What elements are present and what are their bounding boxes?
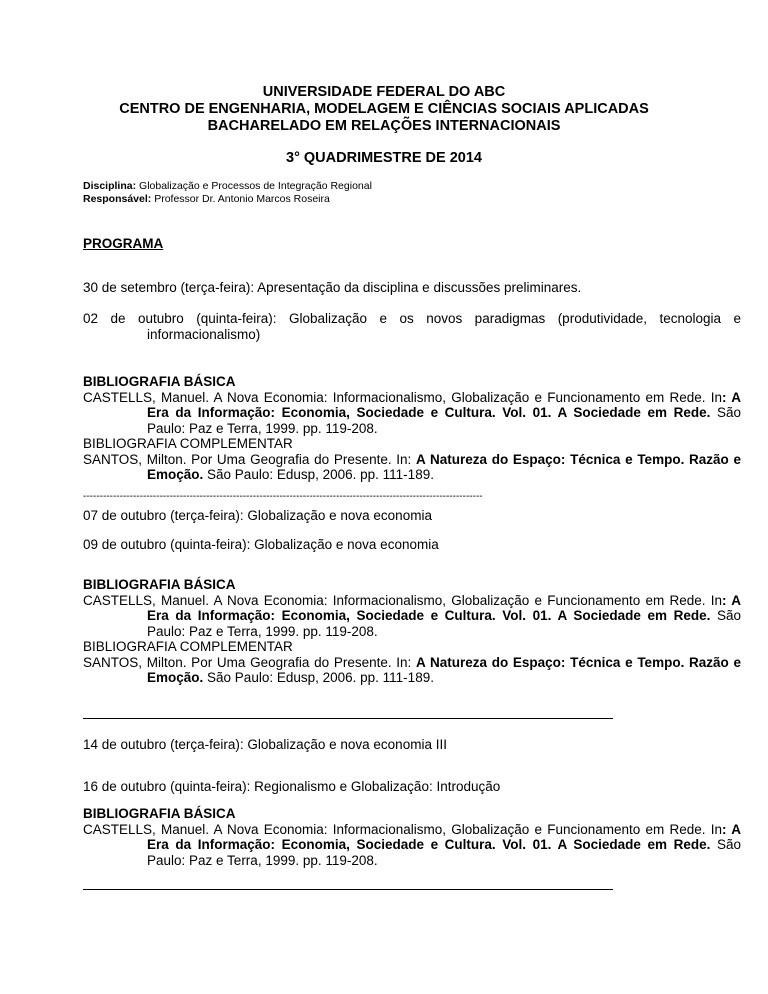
document-header — [0, 84, 768, 135]
bib-castells-entry: CASTELLS, Manuel. A Nova Economia: Informacionalismo, Globalização e Funcionamento em Rede. In: A Era da Informação: Economia, Sociedade e Cultura. Vol. 01. A Sociedade em Rede. São Paulo: Paz e Terra, 1999. pp. 119-208. — [83, 592, 741, 639]
discipline-line — [83, 180, 372, 193]
discipline-label: Disciplina: — [83, 180, 137, 192]
bib-castells-entry: CASTELLS, Manuel. A Nova Economia: Informacionalismo, Globalização e Funcionamento em Rede. In: A Era da Informação: Economia, Sociedade e Cultura. Vol. 01. A Sociedade em Rede. São Paulo: Paz e Terra, 1999. pp. 119-208. — [83, 821, 741, 868]
session-1: 30 de setembro (terça-feira): Apresentação da disciplina e discussões preliminares. — [83, 280, 582, 295]
term-title: 3° QUADRIMESTRE DE 2014 — [286, 150, 482, 166]
responsible-value: Professor Dr. Antonio Marcos Roseira — [151, 193, 330, 205]
session-4: 09 de outubro (quinta-feira): Globalização e nova economia — [83, 537, 439, 552]
session-2: 02 de outubro (quinta-feira): Globalização e os novos paradigmas (produtividade, tecnologia e informacionalismo) — [83, 311, 741, 342]
bib-complementar-title: BIBLIOGRAFIA COMPLEMENTAR — [83, 639, 293, 654]
bibliography-block-2 — [83, 577, 741, 686]
bibliography-block-1 — [83, 374, 741, 483]
bib-basica-title: BIBLIOGRAFIA BÁSICA — [83, 374, 236, 389]
bibliography-block-3 — [83, 806, 741, 868]
programa-heading: PROGRAMA — [83, 236, 164, 251]
responsible-label: Responsável: — [83, 193, 152, 205]
bib-basica-title: BIBLIOGRAFIA BÁSICA — [83, 577, 236, 592]
horizontal-rule — [83, 889, 613, 890]
bib-santos-entry: SANTOS, Milton. Por Uma Geografia do Presente. In: A Natureza do Espaço: Técnica e Tempo. Razão e Emoção. São Paulo: Edusp, 2006. pp. 111-189. — [83, 654, 741, 685]
horizontal-rule — [83, 718, 613, 719]
discipline-value: Globalização e Processos de Integração Regional — [136, 180, 372, 192]
center-name: CENTRO DE ENGENHARIA, MODELAGEM E CIÊNCIAS SOCIAIS APLICADAS — [119, 101, 649, 117]
university-name: UNIVERSIDADE FEDERAL DO ABC — [262, 84, 506, 100]
program-name: BACHARELADO EM RELAÇÕES INTERNACIONAIS — [207, 118, 561, 134]
session-5: 14 de outubro (terça-feira): Globalização e nova economia III — [83, 737, 447, 752]
session-3: 07 de outubro (terça-feira): Globalização e nova economia — [83, 508, 432, 523]
dashed-separator: ------------------------------------------------------------------------------------------------------------------------ — [83, 491, 483, 502]
responsible-line — [83, 193, 330, 206]
bib-complementar-title: BIBLIOGRAFIA COMPLEMENTAR — [83, 436, 293, 451]
bib-castells-entry: CASTELLS, Manuel. A Nova Economia: Informacionalismo, Globalização e Funcionamento em Rede. In: A Era da Informação: Economia, Sociedade e Cultura. Vol. 01. A Sociedade em Rede. São Paulo: Paz e Terra, 1999. pp. 119-208. — [83, 389, 741, 436]
session-6: 16 de outubro (quinta-feira): Regionalismo e Globalização: Introdução — [83, 779, 501, 794]
bib-basica-title: BIBLIOGRAFIA BÁSICA — [83, 806, 236, 821]
bib-santos-entry: SANTOS, Milton. Por Uma Geografia do Presente. In: A Natureza do Espaço: Técnica e Tempo. Razão e Emoção. São Paulo: Edusp, 2006. pp. 111-189. — [83, 451, 741, 482]
